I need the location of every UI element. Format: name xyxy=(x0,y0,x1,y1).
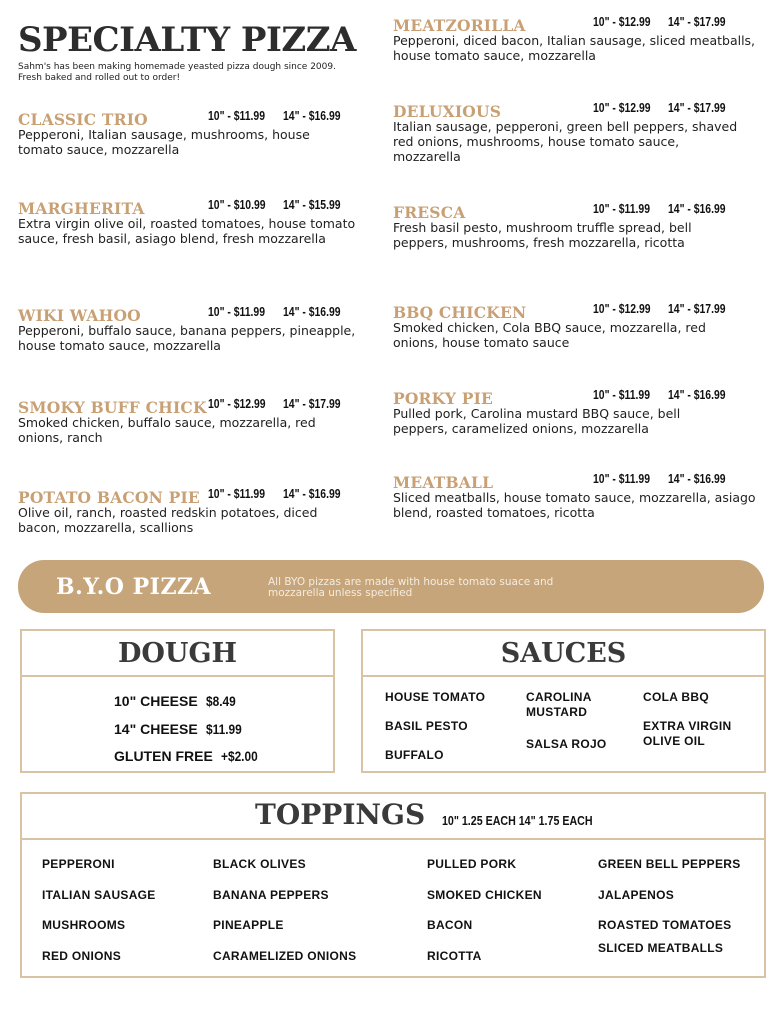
pizza-description: Fresh basil pesto, mushroom truffle spread, bell peppers, mushrooms, fresh mozzarella, ricotta xyxy=(393,220,692,250)
price-10: 10" - $12.99 xyxy=(593,100,651,115)
dough-label: 10" CHEESE xyxy=(114,693,198,709)
price-10: 10" - $10.99 xyxy=(208,197,266,212)
sauce-item: HOUSE TOMATO xyxy=(385,690,486,704)
topping-item: BLACK OLIVES xyxy=(213,857,306,871)
price-10: 10" - $11.99 xyxy=(208,108,265,123)
topping-item: RICOTTA xyxy=(427,949,482,963)
topping-item: PINEAPPLE xyxy=(213,918,284,932)
pizza-name: MARGHERITA xyxy=(18,199,145,218)
price-10: 10" - $12.99 xyxy=(593,301,651,316)
dough-item xyxy=(114,693,241,709)
topping-item: PULLED PORK xyxy=(427,857,517,871)
price-14: 14" - $15.99 xyxy=(283,197,341,212)
dough-label: GLUTEN FREE xyxy=(114,748,213,764)
pizza-description: Pulled pork, Carolina mustard BBQ sauce, bell peppers, caramelized onions, mozzarella xyxy=(393,406,681,436)
sauces-title: SAUCES xyxy=(363,631,764,677)
pizza-description: Pepperoni, Italian sausage, mushrooms, house tomato sauce, mozzarella xyxy=(18,127,310,157)
dough-price: +$2.00 xyxy=(220,748,258,764)
price-10: 10" - $11.99 xyxy=(593,471,650,486)
price-14: 14" - $16.99 xyxy=(668,387,726,402)
price-10: 10" - $12.99 xyxy=(593,14,651,29)
pizza-name: MEATZORILLA xyxy=(393,16,526,35)
sauce-item: CAROLINA MUSTARD xyxy=(526,690,592,719)
price-14: 14" - $16.99 xyxy=(668,471,726,486)
topping-item: BACON xyxy=(427,918,473,932)
price-14: 14" - $16.99 xyxy=(283,108,341,123)
topping-item: PEPPERONI xyxy=(42,857,115,871)
pizza-name: MEATBALL xyxy=(393,473,494,492)
sauce-item: EXTRA VIRGIN OLIVE OIL xyxy=(643,719,732,748)
dough-item xyxy=(114,721,248,737)
pizza-name: BBQ CHICKEN xyxy=(393,303,527,322)
sauce-item: SALSA ROJO xyxy=(526,737,607,751)
pizza-description: Pepperoni, buffalo sauce, banana peppers, pineapple, house tomato sauce, mozzarella xyxy=(18,323,356,353)
price-14: 14" - $16.99 xyxy=(283,486,341,501)
page-title: SPECIALTY PIZZA xyxy=(18,20,356,60)
page-subtitle: Sahm's has been making homemade yeasted pizza dough since 2009. Fresh baked and rolled out to order! xyxy=(18,62,336,83)
pizza-description: Smoked chicken, Cola BBQ sauce, mozzarella, red onions, house tomato sauce xyxy=(393,320,706,350)
price-10: 10" - $11.99 xyxy=(593,387,650,402)
dough-item xyxy=(114,748,264,764)
byo-note: All BYO pizzas are made with house tomato suace and mozzarella unless specified xyxy=(268,576,554,599)
dough-label: 14" CHEESE xyxy=(114,721,198,737)
pizza-name: DELUXIOUS xyxy=(393,102,502,121)
price-10: 10" - $12.99 xyxy=(208,396,266,411)
sauce-item: BUFFALO xyxy=(385,748,444,762)
sauces-box xyxy=(361,629,766,773)
price-14: 14" - $17.99 xyxy=(668,14,726,29)
topping-item: BANANA PEPPERS xyxy=(213,888,329,902)
pizza-description: Italian sausage, pepperoni, green bell peppers, shaved red onions, mushrooms, house tomato sauce, mozzarella xyxy=(393,119,738,164)
price-14: 14" - $17.99 xyxy=(668,100,726,115)
dough-box xyxy=(20,629,335,773)
pizza-description: Olive oil, ranch, roasted redskin potatoes, diced bacon, mozzarella, scallions xyxy=(18,505,318,535)
pizza-name: SMOKY BUFF CHICK xyxy=(18,398,207,417)
toppings-price-note: 10" 1.25 EACH 14" 1.75 EACH xyxy=(442,813,593,828)
sauce-item: BASIL PESTO xyxy=(385,719,468,733)
pizza-description: Pepperoni, diced bacon, Italian sausage, sliced meatballs, house tomato sauce, mozzarella xyxy=(393,33,756,63)
pizza-name: POTATO BACON PIE xyxy=(18,488,200,507)
price-10: 10" - $11.99 xyxy=(593,201,650,216)
topping-item: ITALIAN SAUSAGE xyxy=(42,888,156,902)
topping-item: RED ONIONS xyxy=(42,949,122,963)
pizza-name: WIKI WAHOO xyxy=(18,306,141,325)
dough-title: DOUGH xyxy=(22,631,333,677)
topping-item: GREEN BELL PEPPERS xyxy=(598,857,741,871)
dough-price: $11.99 xyxy=(205,721,242,737)
pizza-description: Extra virgin olive oil, roasted tomatoes, house tomato sauce, fresh basil, asiago blend, fresh mozzarella xyxy=(18,216,356,246)
pizza-name: PORKY PIE xyxy=(393,389,494,408)
pizza-description: Sliced meatballs, house tomato sauce, mozzarella, asiago blend, roasted tomatoes, ricotta xyxy=(393,490,756,520)
topping-item: ROASTED TOMATOES xyxy=(598,918,732,932)
topping-item: CARAMELIZED ONIONS xyxy=(213,949,357,963)
pizza-description: Smoked chicken, buffalo sauce, mozzarella, red onions, ranch xyxy=(18,415,316,445)
topping-item: SMOKED CHICKEN xyxy=(427,888,542,902)
price-10: 10" - $11.99 xyxy=(208,304,265,319)
toppings-header xyxy=(22,794,764,840)
price-14: 14" - $16.99 xyxy=(283,304,341,319)
topping-item: MUSHROOMS xyxy=(42,918,126,932)
sauce-item: COLA BBQ xyxy=(643,690,709,704)
pizza-name: FRESCA xyxy=(393,203,466,222)
price-10: 10" - $11.99 xyxy=(208,486,265,501)
price-14: 14" - $17.99 xyxy=(283,396,341,411)
topping-item: SLICED MEATBALLS xyxy=(598,941,724,955)
price-14: 14" - $16.99 xyxy=(668,201,726,216)
pizza-name: CLASSIC TRIO xyxy=(18,110,148,129)
dough-price: $8.49 xyxy=(205,693,236,709)
toppings-title: TOPPINGS xyxy=(255,798,426,831)
byo-title: B.Y.O PIZZA xyxy=(56,574,212,600)
price-14: 14" - $17.99 xyxy=(668,301,726,316)
byo-banner xyxy=(18,560,764,613)
topping-item: JALAPENOS xyxy=(598,888,675,902)
toppings-box xyxy=(20,792,766,978)
